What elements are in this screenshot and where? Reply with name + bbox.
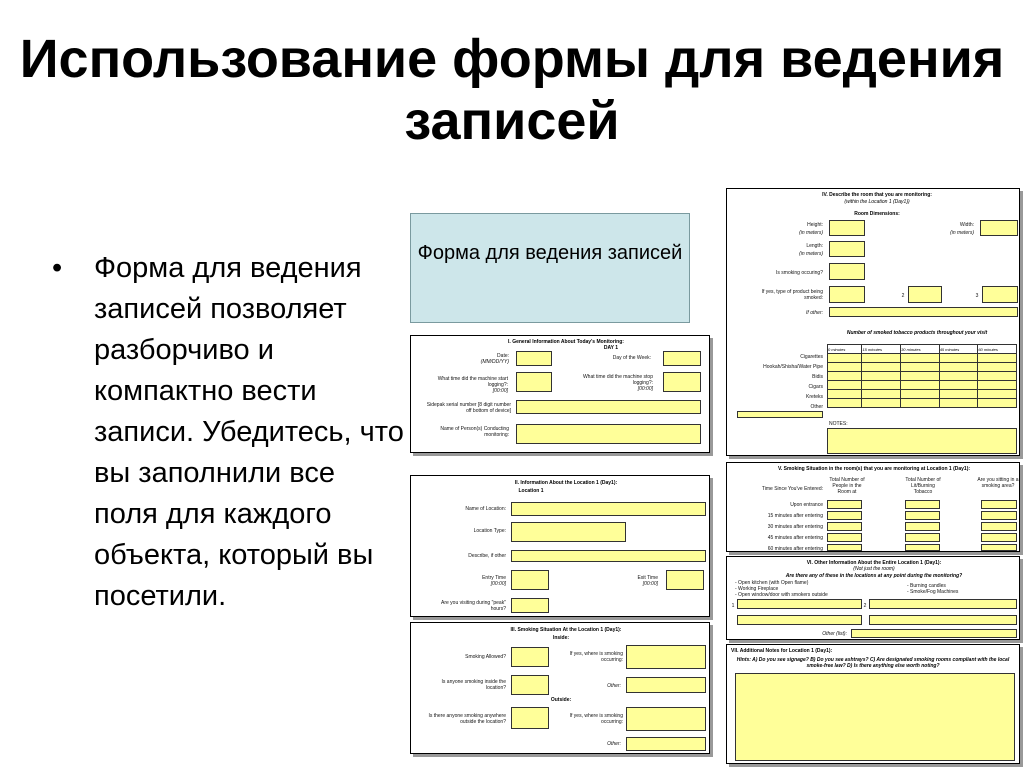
anyone-label: Is anyone smoking inside the location?: [441, 679, 506, 691]
form-other-info: [726, 556, 1020, 640]
product-num-2: 2: [901, 293, 905, 299]
type-label: Location Type:: [473, 528, 506, 534]
form-heading: VI. Other Information About the Entire Location 1 (Day1):: [806, 560, 942, 566]
persons-label: Name of Person(s) Conducting monitoring:: [440, 426, 509, 438]
outside-label: Is there anyone smoking anywhere outside the location?: [428, 713, 506, 725]
width-field[interactable]: [980, 220, 1018, 236]
burning-field[interactable]: [905, 533, 940, 542]
form-day: DAY 1: [603, 345, 619, 351]
item-field-4[interactable]: [869, 615, 1017, 625]
dims-heading: Room Dimensions:: [854, 211, 900, 217]
grid-cell[interactable]: [939, 354, 978, 363]
form-general-info: [410, 335, 710, 453]
row-30-min: 30 minutes after entering: [767, 524, 823, 530]
width-label: Width:: [959, 222, 974, 228]
dow-field[interactable]: [663, 351, 701, 366]
minutes-15: 15 minutes: [862, 345, 901, 354]
grid-cell[interactable]: [901, 381, 940, 390]
grid-cell[interactable]: [901, 399, 940, 408]
form-subheading: Location 1: [518, 488, 544, 494]
item-open-kitchen: - Open kitchen (with Open flame): [735, 580, 809, 586]
grid-cell[interactable]: [828, 372, 862, 381]
grid-cell[interactable]: [978, 372, 1017, 381]
where2-field[interactable]: [626, 707, 706, 731]
product-hookah: Hookah/Shisha/Water Pipe: [763, 364, 823, 370]
area-field[interactable]: [981, 511, 1017, 520]
dow-label: Day of the Week:: [612, 355, 651, 361]
other-label: Other:: [607, 683, 621, 689]
other-list-label: Other (list):: [822, 631, 847, 637]
form-heading: I. General Information About Today's Monitoring:: [508, 339, 624, 345]
form-heading: IV. Describe the room that you are monitoring:: [822, 192, 932, 198]
length-field[interactable]: [829, 241, 865, 257]
product-num-3: 3: [975, 293, 979, 299]
grid-cell[interactable]: [828, 399, 862, 408]
form-subheading: (Not just the room): [853, 566, 895, 572]
row-60-min: 60 minutes after entering: [767, 546, 823, 552]
product-cigars: Cigars: [808, 384, 823, 390]
col-burning-label: Total Number of Lit/Burning Tobacco: [905, 477, 941, 495]
stop-hint: [00:00]: [637, 386, 653, 392]
exit-field[interactable]: [666, 570, 704, 590]
people-field[interactable]: [827, 511, 862, 520]
product-label: If yes, type of product being smoked:: [761, 289, 823, 301]
smoking-label: Is smoking occuring?: [776, 270, 823, 276]
stop-field[interactable]: [663, 372, 701, 392]
minutes-60: 60 minutes: [978, 345, 1017, 354]
minutes-30: 30 minutes: [901, 345, 940, 354]
notes-field[interactable]: [735, 673, 1015, 761]
product-cigarettes: Cigarettes: [800, 354, 823, 360]
products-heading: Number of smoked tobacco products throughout your visit: [846, 330, 988, 336]
grid-cell[interactable]: [978, 354, 1017, 363]
item-field-1[interactable]: [737, 599, 862, 609]
peak-field[interactable]: [511, 598, 549, 613]
form-room-smoking: [726, 462, 1020, 552]
col-area-label: Are you sitting in a smoking area?: [977, 477, 1019, 489]
col-time-label: Time Since You've Entered:: [761, 486, 823, 492]
form-heading: II. Information About the Location 1 (Day1):: [514, 480, 618, 486]
burning-field[interactable]: [905, 500, 940, 509]
grid-cell[interactable]: [862, 399, 901, 408]
grid-cell[interactable]: [901, 363, 940, 372]
grid-cell[interactable]: [828, 381, 862, 390]
item-field-2[interactable]: [869, 599, 1017, 609]
hints-text: Hints: A) Do you see signage? B) Do you see ashtrays? C) Are designated smoking rooms compliant with the local smoke-free law? D) Is there anything else worth noting?: [736, 657, 1010, 669]
minutes-45: 45 minutes: [939, 345, 978, 354]
width-hint: (in meters): [950, 230, 974, 236]
products-grid: [827, 344, 1017, 408]
item-fog-machines: - Smoke/Fog Machines: [907, 589, 959, 595]
row-15-min: 15 minutes after entering: [767, 513, 823, 519]
other2-label: Other:: [607, 741, 621, 747]
exit-label: Exit Time: [637, 575, 658, 581]
start-label: What time did the machine start logging?:: [437, 376, 508, 388]
question-text: Are there any of these in the locations at any point during the monitoring?: [785, 573, 963, 579]
where-field[interactable]: [626, 645, 706, 669]
outside-field[interactable]: [511, 707, 549, 729]
other-list-field[interactable]: [851, 629, 1017, 638]
entry-hint: [00:00]: [490, 581, 506, 587]
grid-cell[interactable]: [901, 372, 940, 381]
date-label: Date:: [497, 353, 509, 359]
length-hint: (in meters): [799, 251, 823, 257]
other-label: If other:: [806, 310, 823, 316]
where2-label: If yes, where is smoking occurring:: [569, 713, 623, 725]
form-subheading: (within the Location 1 (Day1)): [844, 199, 910, 205]
grid-cell[interactable]: [862, 354, 901, 363]
outside-heading: Outside:: [550, 697, 572, 703]
form-room-description: [726, 188, 1020, 456]
grid-cell[interactable]: [978, 381, 1017, 390]
length-label: Length:: [806, 243, 823, 249]
people-field[interactable]: [827, 544, 862, 551]
entry-label: Entry Time: [482, 575, 506, 581]
people-field[interactable]: [827, 522, 862, 531]
peak-label: Are you visiting during "peak" hours?: [441, 600, 506, 612]
slide-title: Использование формы для ведения записей: [19, 29, 1005, 151]
type-field[interactable]: [511, 522, 626, 542]
product-field-1[interactable]: [829, 286, 865, 303]
product-bidis: Bidis: [812, 374, 823, 380]
product-other: Other: [810, 404, 823, 410]
other-field[interactable]: [829, 307, 1018, 317]
other-field[interactable]: [626, 677, 706, 693]
other-products-field[interactable]: [737, 411, 823, 418]
row-45-min: 45 minutes after entering: [767, 535, 823, 541]
height-label: Height:: [807, 222, 823, 228]
people-field[interactable]: [827, 500, 862, 509]
num-1: 1: [731, 603, 735, 609]
burning-field[interactable]: [905, 522, 940, 531]
grid-cell[interactable]: [828, 390, 862, 399]
notes-field[interactable]: [827, 428, 1017, 454]
notes-label: NOTES:: [829, 421, 848, 427]
grid-cell[interactable]: [828, 363, 862, 372]
start-hint: [00:00]: [492, 388, 508, 394]
people-field[interactable]: [827, 533, 862, 542]
grid-cell[interactable]: [862, 390, 901, 399]
name-field[interactable]: [511, 502, 706, 516]
grid-cell[interactable]: [901, 390, 940, 399]
minutes-0: 0 minutes: [828, 345, 862, 354]
grid-cell[interactable]: [939, 390, 978, 399]
area-field[interactable]: [981, 500, 1017, 509]
grid-cell[interactable]: [939, 399, 978, 408]
form-heading: III. Smoking Situation At the Location 1 (Day1):: [510, 627, 622, 633]
persons-field[interactable]: [516, 424, 701, 444]
where-label: If yes, where is smoking occurring:: [569, 651, 623, 663]
product-kreteks: Kreteks: [806, 394, 823, 400]
grid-cell[interactable]: [828, 354, 862, 363]
grid-cell[interactable]: [862, 363, 901, 372]
num-2: 2: [863, 603, 867, 609]
height-field[interactable]: [829, 220, 865, 236]
callout-box: Форма для ведения записей: [410, 213, 690, 323]
form-additional-notes: [726, 644, 1020, 764]
date-field[interactable]: [516, 351, 552, 366]
product-field-3[interactable]: [982, 286, 1018, 303]
area-field[interactable]: [981, 544, 1017, 551]
item-open-window: - Open window/door with smokers outside: [735, 592, 828, 598]
item-candles: - Burning candles: [907, 583, 946, 589]
burning-field[interactable]: [905, 511, 940, 520]
stop-label: What time did the machine stop logging?:: [582, 374, 653, 386]
grid-cell[interactable]: [901, 354, 940, 363]
smoking-field[interactable]: [829, 263, 865, 280]
grid-cell[interactable]: [862, 372, 901, 381]
grid-cell[interactable]: [862, 381, 901, 390]
allowed-label: Smoking Allowed?: [465, 654, 506, 660]
form-heading: V. Smoking Situation in the room(s) that you are monitoring at Location 1 (Day1):: [777, 466, 971, 472]
product-field-2[interactable]: [908, 286, 942, 303]
form-smoking-situation: [410, 622, 710, 754]
grid-cell[interactable]: [978, 399, 1017, 408]
date-hint: (MM/DD/YY): [480, 359, 509, 365]
grid-cell[interactable]: [978, 363, 1017, 372]
allowed-field[interactable]: [511, 647, 549, 667]
sidepak-field[interactable]: [516, 400, 701, 414]
bullet-text: Форма для ведения записей позволяет разборчиво и компактно вести записи. Убедитесь, что вы заполнили все поля для каждого объекта, который вы посетили.: [94, 252, 404, 612]
other2-field[interactable]: [626, 737, 706, 751]
anyone-field[interactable]: [511, 675, 549, 695]
inside-heading: Inside:: [552, 635, 570, 641]
burning-field[interactable]: [905, 544, 940, 551]
row-upon-entrance: Upon entrance: [790, 502, 823, 508]
grid-cell[interactable]: [939, 372, 978, 381]
describe-label: Describe, if other: [468, 553, 506, 559]
form-location-info: [410, 475, 710, 617]
grid-cell[interactable]: [978, 390, 1017, 399]
height-hint: (in meters): [799, 230, 823, 236]
area-field[interactable]: [981, 522, 1017, 531]
bullet-dot: •: [52, 252, 63, 284]
entry-field[interactable]: [511, 570, 549, 590]
exit-hint: [00:00]: [642, 581, 658, 587]
sidepak-label: Sidepak serial number [8 digit number off bottom of device]: [426, 402, 511, 414]
start-field[interactable]: [516, 372, 552, 392]
item-field-3[interactable]: [737, 615, 862, 625]
col-people-label: Total Number of People in the Room at: [829, 477, 865, 495]
item-fireplace: - Working Fireplace: [735, 586, 779, 592]
name-label: Name of Location:: [465, 506, 506, 512]
form-heading: VII. Additional Notes for Location 1 (Day1):: [731, 648, 833, 654]
area-field[interactable]: [981, 533, 1017, 542]
grid-cell[interactable]: [939, 381, 978, 390]
grid-cell[interactable]: [939, 363, 978, 372]
describe-field[interactable]: [511, 550, 706, 562]
